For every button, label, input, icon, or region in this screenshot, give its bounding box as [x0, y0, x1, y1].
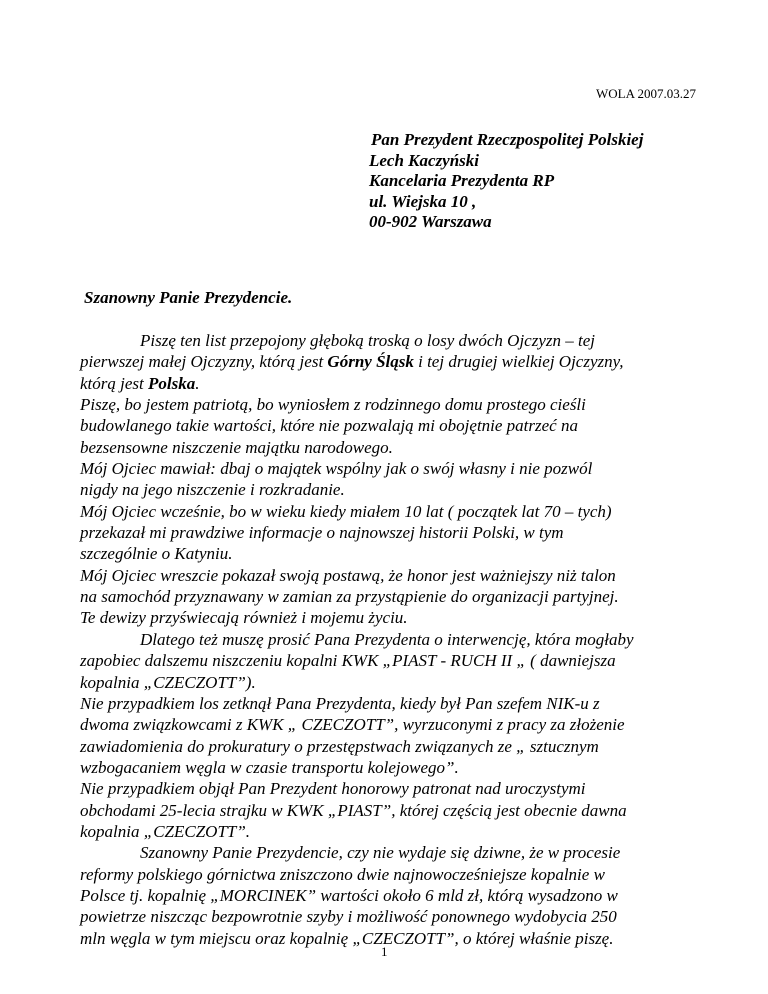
body-line: Dlatego też muszę prosić Pana Prezydenta o interwencję, która mogłaby [140, 629, 634, 649]
body-line [80, 351, 700, 372]
addressee-line: Lech Kaczyński [369, 150, 480, 170]
body-line: kopalnia „CZECZOTT”. [80, 821, 251, 841]
body-line: mln węgla w tym miejscu oraz kopalnię „CZECZOTT”, o której właśnie piszę. [80, 928, 614, 948]
body-line: Mój Ojciec wreszcie pokazał swoją postawą, że honor jest ważniejszy niż talon [80, 565, 616, 585]
emphasis-gorny-slask: Górny Śląsk [327, 352, 414, 372]
addressee-line: Pan Prezydent Rzeczpospolitej Polskiej [371, 130, 644, 149]
addressee-line: 00-902 Warszawa [369, 212, 492, 231]
addressee-block [369, 130, 643, 233]
body-line: na samochód przyznawany w zamian za przystąpienie do organizacji partyjnej. [80, 587, 619, 607]
body-line: nigdy na jego niszczenie i rozkradanie. [80, 480, 345, 500]
body-line: dwoma związkowcami z KWK „ CZECZOTT”, wyrzuconymi z pracy za złożenie [80, 715, 625, 735]
body-line: wzbogacaniem węgla w czasie transportu kolejowego”. [80, 757, 459, 777]
body-line: Nie przypadkiem los zetknął Pana Prezydenta, kiedy był Pan szefem NIK-u z [80, 693, 600, 713]
body-line: Piszę, bo jestem patriotą, bo wyniosłem z rodzinnego domu prostego cieśli [80, 395, 586, 415]
emphasis-polska: Polska [148, 373, 196, 393]
body-line: budowlanego takie wartości, które nie pozwalają mi obojętnie patrzeć na [80, 416, 578, 436]
body-line: Te dewizy przyświecają również i mojemu życiu. [80, 608, 408, 628]
body-line: obchodami 25-lecia strajku w KWK „PIAST”, której częścią jest obecnie dawna [80, 800, 627, 820]
body-text-run: i tej drugiej wielkiej Ojczyzny, [413, 352, 624, 372]
body-line: zawiadomienia do prokuratury o przestępstwach związanych ze „ sztucznym [80, 736, 599, 756]
body-line: reformy polskiego górnictwa zniszczono dwie najnowocześniejsze kopalnie w [80, 864, 605, 884]
page-number: 1 [381, 944, 388, 959]
body-line: Mój Ojciec mawiał: dbaj o majątek wspólny jak o swój własny i nie pozwól [80, 459, 593, 479]
body-line: kopalnia „CZECZOTT”). [80, 672, 256, 692]
body-line: bezsensowne niszczenie majątku narodowego. [80, 437, 393, 457]
addressee-line: Kancelaria Prezydenta RP [369, 171, 555, 190]
body-text-run: którą jest [80, 373, 148, 393]
letter-body [80, 330, 700, 949]
body-line: powietrze niszcząc bezpowrotnie szyby i możliwość ponownego wydobycia 250 [80, 907, 617, 927]
body-line: Nie przypadkiem objął Pan Prezydent honorowy patronat nad uroczystymi [80, 779, 586, 799]
body-text-run: . [195, 373, 200, 393]
salutation: Szanowny Panie Prezydencie. [84, 288, 293, 307]
body-line: Mój Ojciec wcześnie, bo w wieku kiedy miałem 10 lat ( początek lat 70 – tych) [80, 501, 612, 521]
body-text-run: pierwszej małej Ojczyzny, którą jest [80, 352, 328, 372]
body-line [80, 373, 700, 394]
body-line: przekazał mi prawdziwe informacje o najnowszej historii Polski, w tym [80, 523, 564, 543]
addressee-line: ul. Wiejska 10 , [369, 191, 477, 211]
body-line: Polsce tj. kopalnię „MORCINEK” wartości około 6 mld zł, którą wysadzono w [80, 885, 618, 905]
body-line: Szanowny Panie Prezydencie, czy nie wydaje się dziwne, że w procesie [140, 843, 621, 863]
body-line: zapobiec dalszemu niszczeniu kopalni KWK „PIAST - RUCH II „ ( dawniejsza [80, 651, 616, 671]
letter-date: WOLA 2007.03.27 [595, 86, 696, 101]
body-line: Piszę ten list przepojony głęboką troską o losy dwóch Ojczyzn – tej [140, 331, 595, 350]
body-line: szczególnie o Katyniu. [80, 544, 233, 564]
